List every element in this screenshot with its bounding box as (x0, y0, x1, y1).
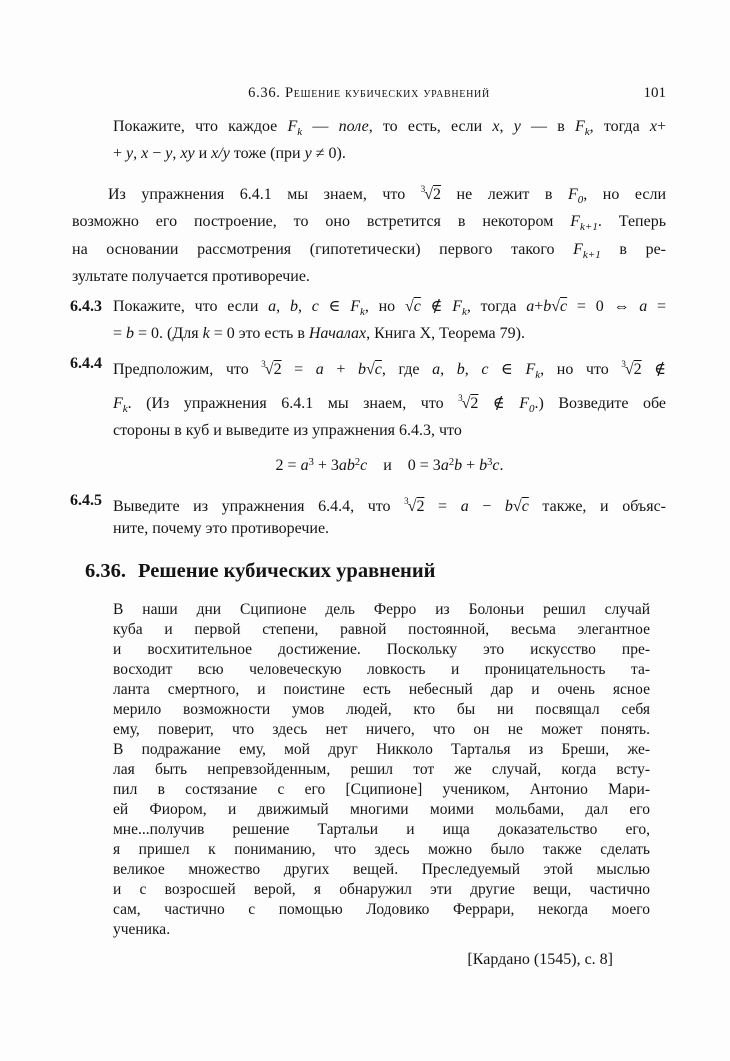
section-heading (85, 558, 666, 584)
text-line: стороны в куб и выведите из упражнения 6.4.3, что (113, 422, 462, 440)
math-segment: x (492, 118, 500, 135)
text-line: Из упражнения 6.4.1 мы знаем, что $^3$√2 не лежит в $F_0$, но если (108, 183, 666, 206)
math-segment: F (573, 240, 583, 258)
math-segment: c (492, 456, 500, 474)
root-index: 3 (458, 392, 463, 403)
text-line: зультате получается противоречие. (72, 268, 310, 286)
math-segment: a (300, 456, 309, 474)
text-line: возможно его построение, то оно встретится в некотором $F_{k+1}$. Теперь (72, 213, 667, 234)
math-segment: c (360, 456, 368, 474)
math-segment: a (440, 456, 449, 474)
cardano-quote (113, 600, 650, 940)
math-segment: F (113, 394, 123, 412)
paragraph-field-exercise-continuation (113, 116, 666, 166)
exercise-number: 6.4.5 (70, 491, 102, 509)
text-line: и восхитительное достижение. Поскольку это искусство пре- (113, 641, 650, 659)
radicand: 2 (273, 361, 282, 379)
exercise-number: 6.4.4 (70, 355, 102, 373)
math-segment: F (519, 394, 530, 412)
math-segment: b (504, 497, 513, 515)
radicand: c (413, 297, 421, 315)
exercise-6-4-4 (70, 353, 667, 477)
text-line: Предположим, что $^3$√2 = a + b√c, где a, b, c ∈ $F_k$, но что $^3$√2 ∉ (113, 359, 667, 382)
math-segment: k (122, 402, 128, 415)
math-segment: F (575, 118, 585, 135)
text-line: ей Фиором, и движимый многими моими мольбами, дал его (113, 801, 650, 819)
math-segment: Началах (308, 325, 367, 343)
text-line: сам, частично с помощью Лодовико Феррари, некогда моего (113, 901, 650, 919)
text-line: Покажите, что каждое $F_k$ — поле, то есть, если x, y — в $F_k$, тогда x+ (113, 118, 667, 139)
math-segment: 2 (354, 456, 361, 468)
math-segment: 0 (529, 402, 535, 415)
root-index: 3 (420, 183, 426, 194)
text-line: В подражание ему, мой друг Никколо Тарталья из Бреши, же- (113, 741, 650, 759)
radicand: c (374, 361, 382, 379)
math-segment: k (584, 126, 590, 139)
math-segment: x/y (211, 145, 230, 163)
math-segment: y (165, 145, 173, 163)
text-line: $F_k$. (Из упражнения 6.4.1 мы знаем, что $^3$√2 ∉ $F_0$.) Возведите обе (113, 392, 667, 415)
math-segment: a (268, 297, 277, 315)
math-segment: a (526, 297, 535, 315)
math-segment: 0 (577, 193, 584, 206)
math-segment: y (126, 145, 134, 163)
math-segment: b (126, 325, 135, 343)
math-segment: k (535, 369, 541, 382)
math-segment: xy (180, 145, 195, 163)
text-line: Покажите, что если a, b, c ∈ $F_k$, но √c ∉ $F_k$, тогда a+b√c = 0 ⇔ a = (113, 297, 667, 318)
math-segment: k (359, 305, 365, 318)
radicand: 2 (470, 394, 479, 412)
text-line: В наши дни Сципионе дель Ферро из Болоньи решил случай (113, 601, 650, 619)
root-index: 3 (404, 495, 409, 506)
math-segment: F (567, 185, 578, 203)
math-segment: 3 (308, 456, 314, 468)
text-line: лая быть непревзойденным, решил тот же случай, когда всту- (113, 761, 650, 779)
radicand: 2 (433, 185, 442, 203)
math-segment: ab (338, 456, 355, 474)
math-segment: a (432, 361, 441, 379)
math-segment: b (454, 456, 463, 474)
exercise-body (113, 490, 666, 541)
radicand: 2 (416, 497, 425, 515)
page-number: 101 (643, 85, 666, 101)
section-heading-number: 6.36. (85, 560, 126, 583)
paragraph-contradiction-setup (72, 178, 666, 289)
math-segment: F (452, 297, 462, 315)
radicand: 2 (633, 361, 642, 379)
text-line: великое множество других вещей. Преследуемый этой мыслью (113, 861, 650, 879)
text-line: = b = 0. (Для k = 0 это есть в Началах, Книга X, Теорема 79). (113, 325, 525, 343)
text-line: ните, почему это противоречие. (113, 519, 330, 537)
math-segment: c (311, 297, 319, 315)
root-index: 3 (261, 359, 266, 370)
math-segment: k (297, 126, 303, 139)
math-segment: x (141, 145, 149, 163)
math-segment: F (350, 297, 360, 315)
text-line: я пришел к пониманию, что здесь можно было также сделать (113, 841, 650, 859)
exercise-number: 6.4.3 (70, 297, 102, 315)
math-segment: 2 (448, 456, 455, 468)
exercise-body (113, 296, 666, 346)
math-segment: k (202, 325, 210, 343)
text-line: ему, поверит, что здесь нет ничего, что он не может понять. (113, 721, 650, 739)
math-segment: x (649, 118, 657, 135)
section-heading-title: Решение кубических уравнений (138, 560, 436, 583)
text-line: восходит всю человеческую ловкость и проницательность та- (113, 661, 650, 679)
math-segment: a (639, 297, 648, 315)
exercise-6-4-3 (70, 296, 667, 346)
text-line: + y, x − y, xy и x/y тоже (при y ≠ 0). (113, 145, 346, 163)
math-segment: b (543, 297, 552, 315)
math-segment: b (479, 456, 488, 474)
text-line: на основании рассмотрения (гипотетически) первого такого $F_{k+1}$ в ре- (72, 240, 666, 261)
text-line: ланта смертного, и поистине есть небесный дар и очень ясное (113, 681, 650, 699)
math-segment: b (358, 361, 367, 379)
math-segment: F (570, 213, 581, 231)
running-header-title: 6.36. Решение кубических уравнений (248, 85, 490, 101)
quote-attribution: [Кардано (1545), с. 8] (467, 951, 613, 969)
math-segment: b (289, 297, 298, 315)
math-segment: c (481, 361, 489, 379)
text-line: мерило возможности умов людей, кто бы ни посвящал себя (113, 701, 650, 719)
math-segment: k+1 (580, 221, 598, 234)
page-text-column (72, 85, 666, 971)
root-index: 3 (621, 359, 626, 370)
math-segment: a (460, 497, 469, 515)
math-segment: b (456, 361, 465, 379)
exercise-6-4-5 (70, 490, 666, 541)
math-segment: k (462, 305, 467, 318)
text-line: Выведите из упражнения 6.4.4, что $^3$√2 = a − b√c также, и объяс- (113, 495, 666, 515)
formula-cube-identities: $2 = a^3 + 3ab^2c$ и $0 = 3a^2b + b^3c$. (275, 456, 504, 474)
math-segment: a (315, 361, 324, 379)
math-segment: k+1 (582, 248, 601, 261)
text-line: ученика. (113, 921, 171, 939)
math-segment: F (287, 118, 298, 135)
text-line: и с возросшей верой, я обнаружил эти другие вещи, частично (113, 881, 650, 899)
running-header (72, 85, 666, 102)
math-segment: y (513, 118, 521, 135)
math-segment: y (304, 145, 312, 163)
math-segment: 3 (487, 456, 493, 468)
text-line: пил в состязание с его [Сципионе] учеником, Антонио Мари- (113, 781, 650, 799)
math-segment: F (525, 361, 536, 379)
math-segment: поле (338, 118, 369, 135)
radicand: c (521, 497, 529, 515)
text-line: куба и первой степени, равной постоянной, весьма элегантное (113, 621, 650, 639)
exercise-body (113, 353, 666, 442)
text-line: мне...получив решение Тартальи и ища доказательство его, (113, 821, 650, 839)
radicand: c (560, 297, 568, 315)
